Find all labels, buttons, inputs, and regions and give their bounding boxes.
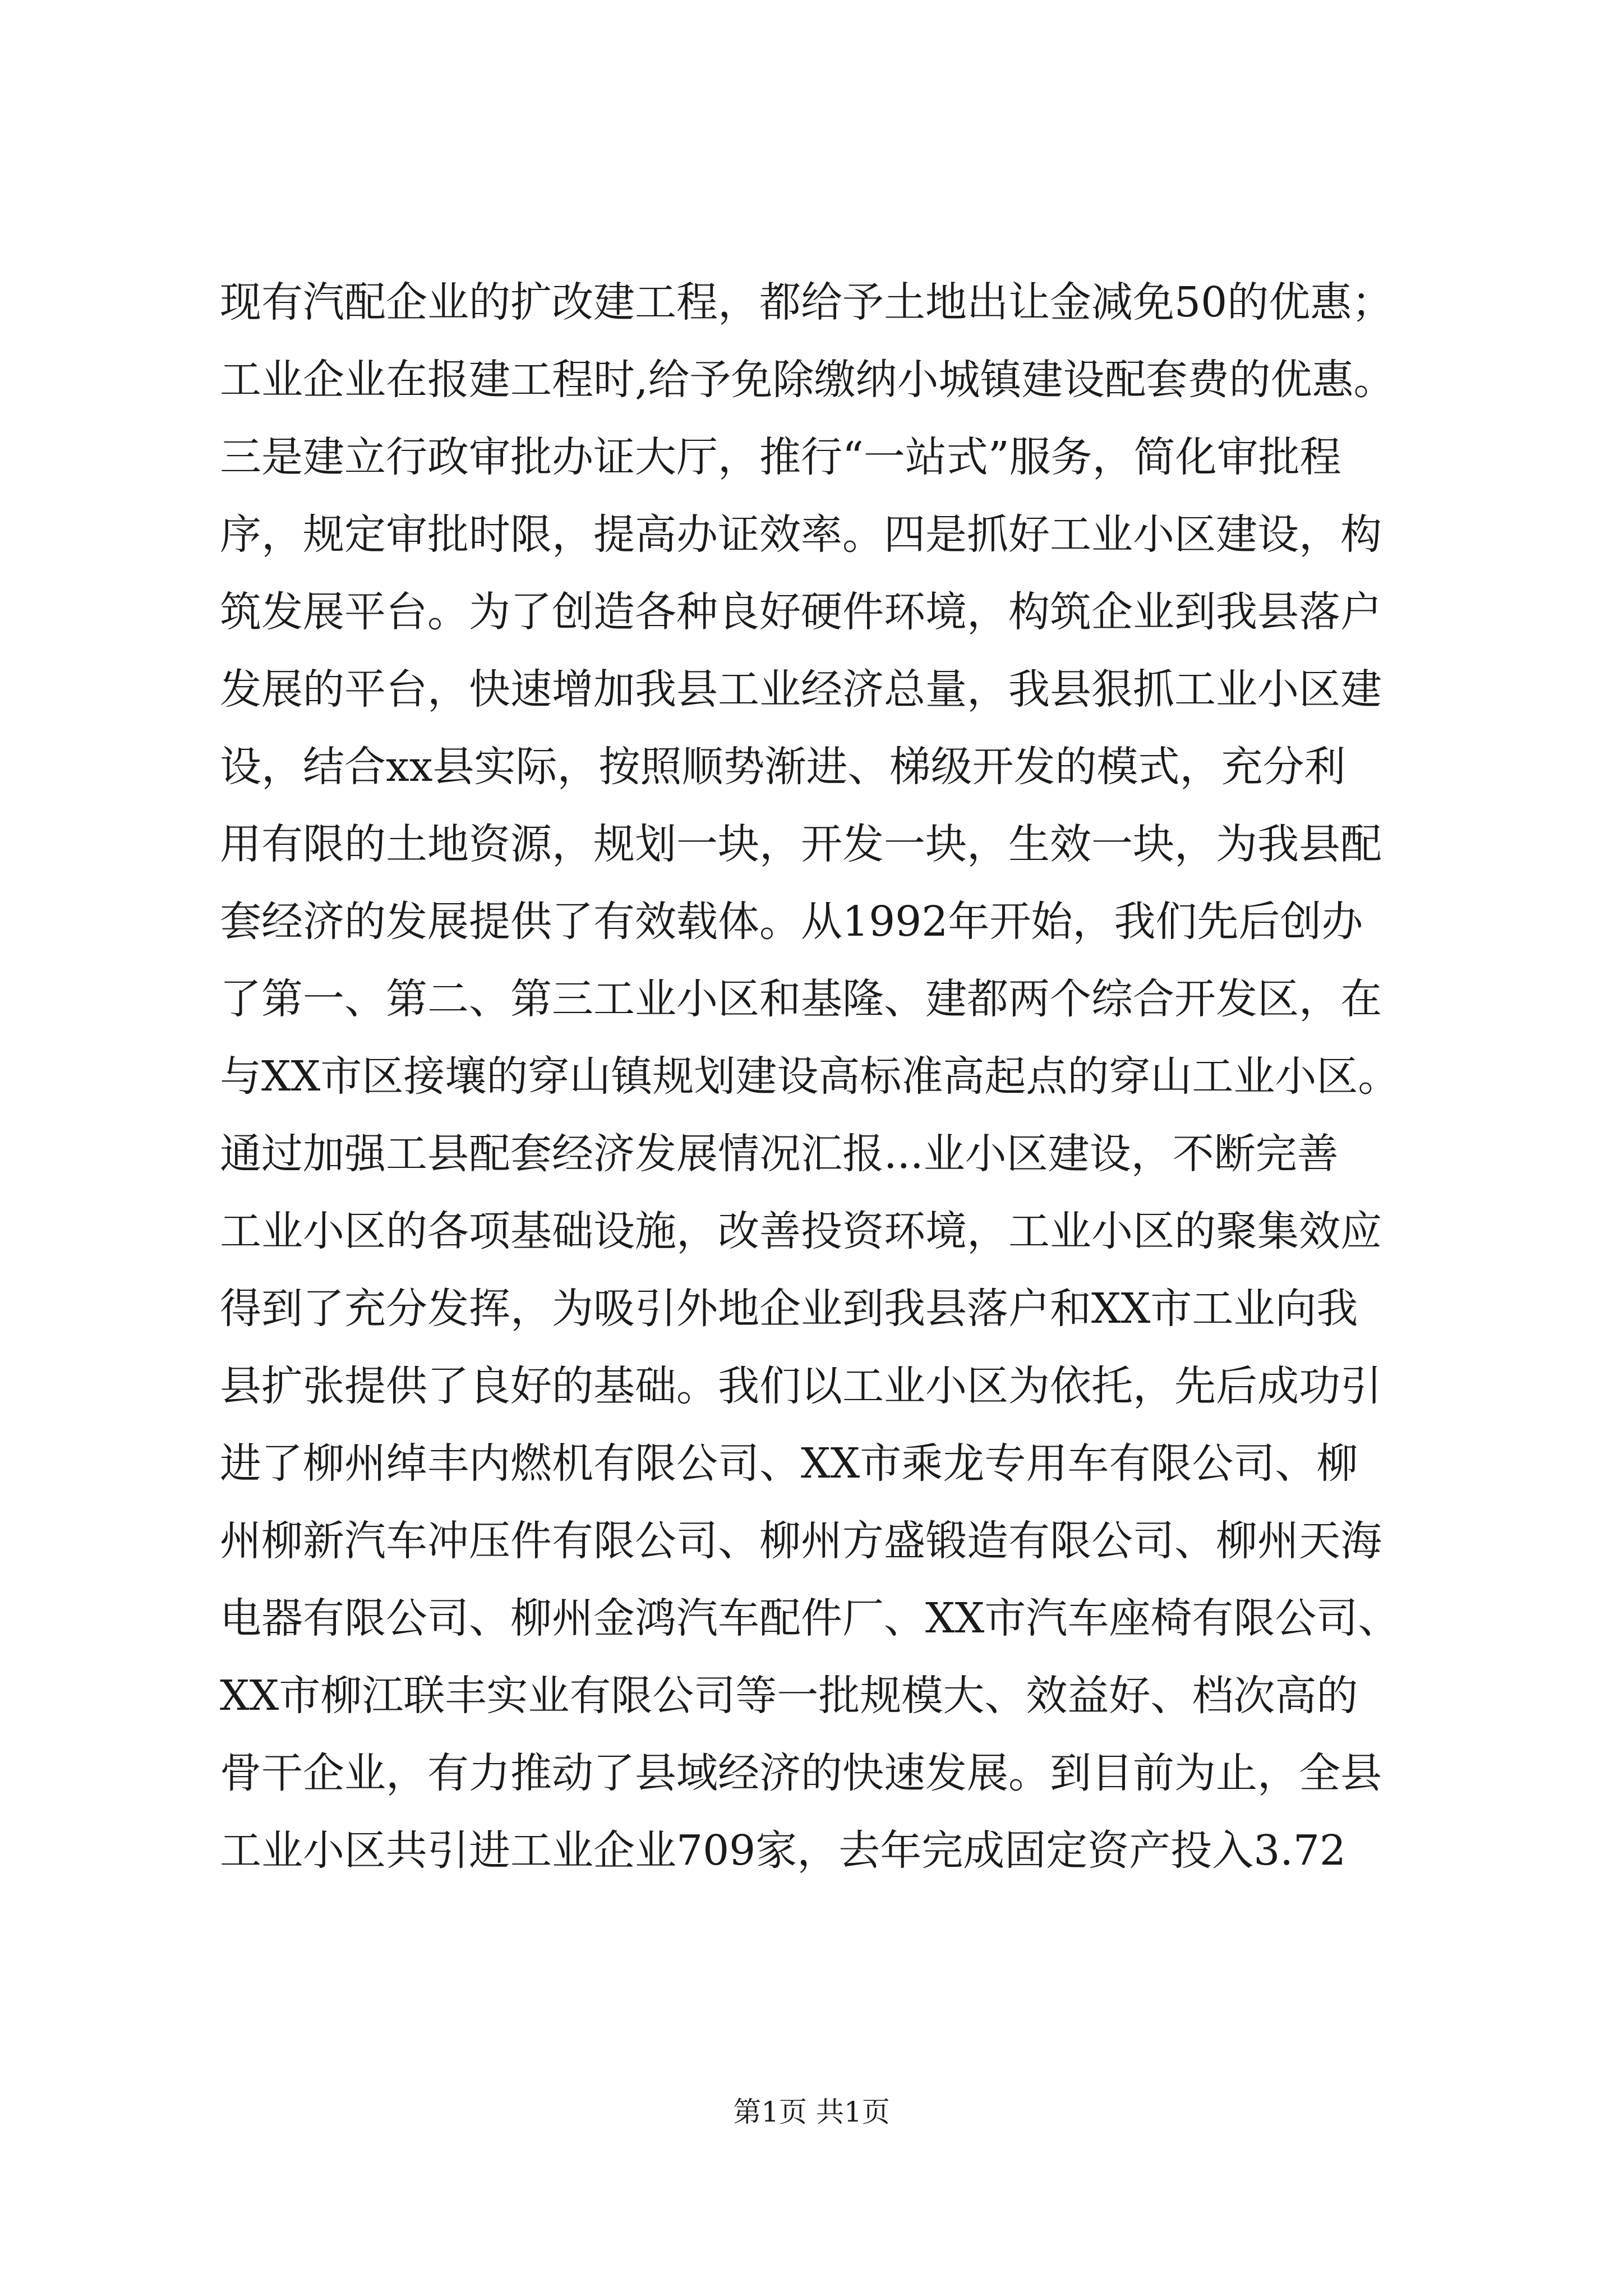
page-number-label: 第1页 共1页 bbox=[733, 2096, 890, 2128]
text-line: 工业小区的各项基础设施，改善投资环境，工业小区的聚集效应 bbox=[220, 1207, 1382, 1255]
text-line: 通过加强工县配套经济发展情况汇报...业小区建设，不断完善 bbox=[220, 1130, 1339, 1178]
text-line: 用有限的土地资源，规划一块，开发一块，生效一块，为我县配 bbox=[220, 820, 1382, 868]
text-line: 现有汽配企业的扩改建工程，都给予土地出让金减免50的优惠； bbox=[220, 278, 1394, 326]
text-line: 筑发展平台。为了创造各种良好硬件环境，构筑企业到我县落户 bbox=[220, 588, 1382, 636]
body-text bbox=[220, 264, 1476, 1889]
text-line: 序，规定审批时限，提高办证效率。四是抓好工业小区建设，构 bbox=[220, 510, 1382, 559]
text-line: 工业小区共引进工业企业709家，去年完成固定资产投入3.72 bbox=[220, 1826, 1347, 1875]
text-line: 工业企业在报建工程时,给予免除缴纳小城镇建设配套费的优惠。 bbox=[220, 356, 1395, 404]
text-line: 与XX市区接壤的穿山镇规划建设高标准高起点的穿山工业小区。 bbox=[220, 1052, 1400, 1101]
text-line: 设，结合xx县实际，按照顺势渐进、梯级开发的模式，充分利 bbox=[220, 743, 1346, 791]
text-line: 骨干企业，有力推动了县域经济的快速发展。到目前为止，全县 bbox=[220, 1749, 1382, 1797]
text-line: 进了柳州绰丰内燃机有限公司、XX市乘龙专用车有限公司、柳 bbox=[220, 1439, 1358, 1488]
text-line: 州柳新汽车冲压件有限公司、柳州方盛锻造有限公司、柳州天海 bbox=[220, 1517, 1382, 1565]
text-line: XX市柳江联丰实业有限公司等一批规模大、效益好、档次高的 bbox=[220, 1672, 1358, 1720]
text-line: 发展的平台，快速增加我县工业经济总量，我县狠抓工业小区建 bbox=[220, 665, 1382, 714]
text-line: 县扩张提供了良好的基础。我们以工业小区为依托，先后成功引 bbox=[220, 1362, 1382, 1410]
text-line: 电器有限公司、柳州金鸿汽车配件厂、XX市汽车座椅有限公司、 bbox=[220, 1594, 1400, 1642]
text-line: 三是建立行政审批办证大厅，推行“一站式”服务，简化审批程 bbox=[220, 433, 1341, 481]
text-line: 套经济的发展提供了有效载体。从1992年开始，我们先后创办 bbox=[220, 898, 1363, 946]
page-footer bbox=[0, 2095, 1623, 2129]
text-line: 得到了充分发挥，为吸引外地企业到我县落户和XX市工业向我 bbox=[220, 1285, 1358, 1333]
text-line: 了第一、第二、第三工业小区和基隆、建都两个综合开发区，在 bbox=[220, 975, 1382, 1023]
